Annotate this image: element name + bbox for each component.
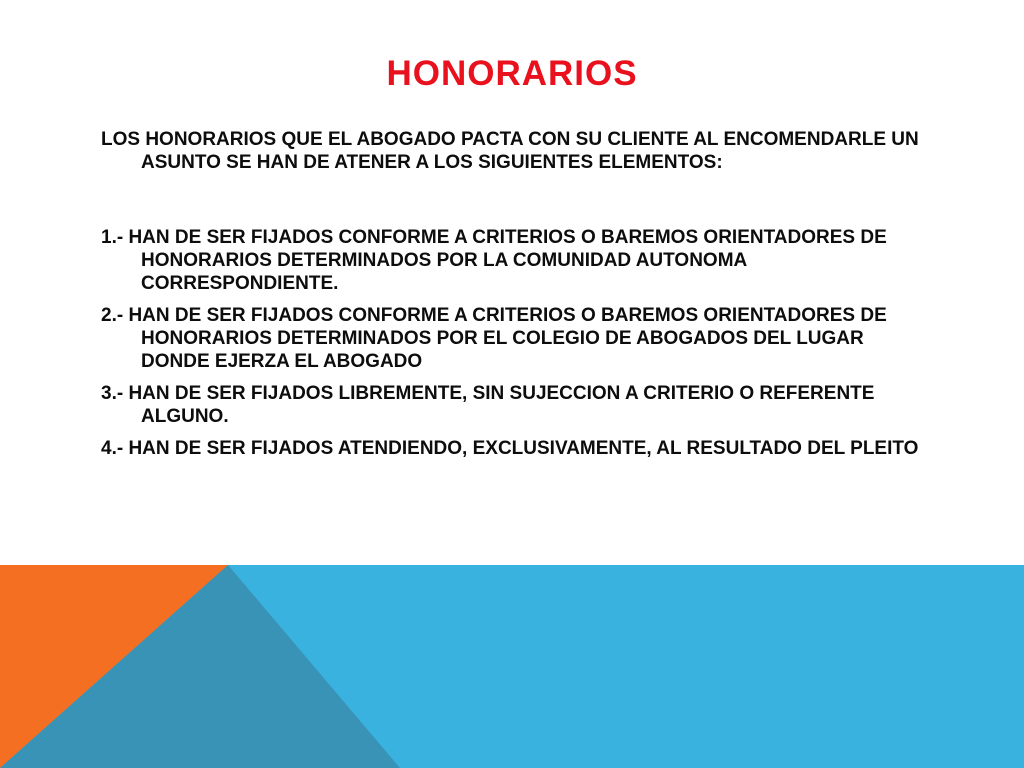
list-item: 2.- HAN DE SER FIJADOS CONFORME A CRITERIOS O BAREMOS ORIENTADORES DE HONORARIOS DETERMINADOS POR EL COLEGIO DE ABOGADOS DEL LUGAR DONDE EJERZA EL ABOGADO xyxy=(101,305,887,372)
intro-paragraph: LOS HONORARIOS QUE EL ABOGADO PACTA CON SU CLIENTE AL ENCOMENDARLE UN ASUNTO SE HAN DE ATENER A LOS SIGUIENTES ELEMENTOS: xyxy=(101,129,919,173)
list-item: 4.- HAN DE SER FIJADOS ATENDIENDO, EXCLUSIVAMENTE, AL RESULTADO DEL PLEITO xyxy=(101,438,919,459)
slide-body xyxy=(101,128,931,469)
decorative-footer-band xyxy=(0,565,1024,768)
slide-title: HONORARIOS xyxy=(386,54,638,93)
list-item: 3.- HAN DE SER FIJADOS LIBREMENTE, SIN SUJECCION A CRITERIO O REFERENTE ALGUNO. xyxy=(101,383,875,427)
list-item: 1.- HAN DE SER FIJADOS CONFORME A CRITERIOS O BAREMOS ORIENTADORES DE HONORARIOS DETERMINADOS POR LA COMUNIDAD AUTONOMA CORRESPONDIENTE. xyxy=(101,227,887,294)
